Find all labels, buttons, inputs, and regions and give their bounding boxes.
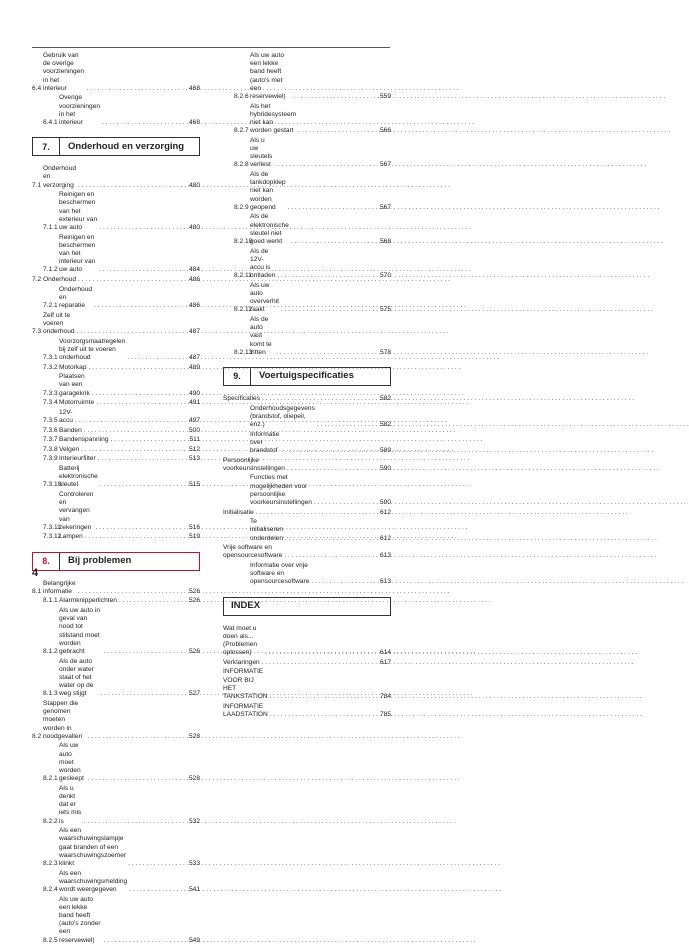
- toc-entry[interactable]: [223, 457, 391, 473]
- entry-title: Als de tankdopklep niet kan worden geopend: [250, 171, 286, 211]
- toc-entry[interactable]: [223, 103, 391, 136]
- toc-entry[interactable]: [32, 896, 200, 945]
- entry-title: Persoonlijke voorkeursinstellingen: [223, 456, 285, 472]
- top-rule: [32, 47, 390, 48]
- dot-leader: [287, 465, 378, 473]
- entry-number: 7.2: [32, 276, 42, 284]
- dot-leader: [89, 364, 187, 372]
- entry-page: 617: [379, 658, 391, 666]
- dot-leader: [98, 455, 187, 463]
- entry-title: Als de elektronische sleutel niet goed werkt: [250, 213, 289, 246]
- dot-leader: [99, 224, 187, 232]
- entry-page: 480: [188, 181, 200, 189]
- toc-entry[interactable]: [32, 827, 200, 868]
- toc-entry[interactable]: [32, 607, 200, 656]
- entry-number: 8.2.9: [234, 203, 249, 211]
- entry-title: Als uw auto een lekke band heeft (auto's zonder een reservewiel): [59, 895, 101, 944]
- toc-entry[interactable]: [32, 870, 200, 895]
- entry-number: 8.2.8: [234, 161, 249, 169]
- entry-title: Controleren en vervangen van zekeringen: [59, 490, 94, 531]
- entry-page: 486: [188, 302, 200, 310]
- entry-number: 7.3.12: [43, 533, 62, 541]
- toc-list-chapter-8: [32, 580, 200, 945]
- dot-leader: [102, 119, 187, 127]
- dot-leader: [104, 937, 187, 945]
- toc-entry[interactable]: [32, 191, 200, 232]
- toc-column-left: [32, 52, 200, 946]
- entry-number: 6.4.1: [43, 119, 58, 127]
- dot-leader: [78, 182, 187, 190]
- entry-title: Onderhoud: [43, 276, 76, 284]
- entry-page: 613: [379, 578, 391, 586]
- entry-title: Voorzorgsmaatregelen bij zelf uit te voeren onderhoud: [59, 337, 126, 362]
- toc-entry[interactable]: [32, 276, 200, 284]
- entry-page: 527: [188, 690, 200, 698]
- entry-number: 8.1: [32, 587, 42, 595]
- entry-title: Banden: [59, 426, 82, 434]
- entry-title: Stappen die genomen moeten worden in noodgevallen: [43, 700, 83, 740]
- toc-entry[interactable]: [223, 316, 391, 357]
- entry-number: 8.2.7: [234, 127, 249, 135]
- dot-leader: [104, 648, 187, 656]
- dot-leader: [78, 588, 187, 596]
- toc-entry[interactable]: [223, 625, 391, 658]
- entry-page: 541: [188, 886, 200, 894]
- entry-title: Overige voorzieningen in het interieur: [59, 94, 101, 127]
- toc-entry[interactable]: [223, 137, 391, 170]
- toc-entry[interactable]: [32, 700, 200, 741]
- entry-page: 590: [379, 499, 391, 507]
- entry-title: Motorkap: [59, 363, 87, 371]
- entry-page: 468: [188, 84, 200, 92]
- toc-entry[interactable]: [32, 338, 200, 363]
- entry-page: 528: [188, 775, 200, 783]
- entry-page: 489: [188, 363, 200, 371]
- entry-page: 513: [188, 455, 200, 463]
- dot-leader: [88, 775, 187, 783]
- entry-page: 528: [188, 732, 200, 740]
- toc-list-top-left: [32, 52, 200, 127]
- entry-number: 7.3.2: [43, 363, 58, 371]
- dot-leader: [298, 127, 378, 135]
- entry-page: 614: [379, 649, 391, 657]
- entry-title: Initialisatie: [223, 508, 254, 516]
- chapter-header-8[interactable]: [32, 552, 200, 571]
- toc-entry[interactable]: [32, 234, 200, 275]
- entry-number: 7.3.5: [43, 417, 58, 425]
- entry-page: 526: [188, 597, 200, 605]
- entry-number: 8.2.1: [43, 775, 58, 783]
- toc-entry[interactable]: [223, 395, 391, 403]
- dot-leader: [129, 886, 187, 894]
- toc-entry[interactable]: [223, 509, 391, 517]
- toc-entry[interactable]: [32, 312, 200, 337]
- toc-entry[interactable]: [32, 455, 200, 463]
- toc-entry[interactable]: [32, 409, 200, 425]
- toc-entry[interactable]: [32, 465, 200, 490]
- entry-number: 8.2: [32, 732, 42, 740]
- entry-title: Velgen: [59, 445, 80, 453]
- toc-entry[interactable]: [32, 286, 200, 311]
- toc-entry[interactable]: [223, 171, 391, 212]
- toc-entry[interactable]: [32, 446, 200, 454]
- toc-entry[interactable]: [223, 544, 391, 560]
- dot-leader: [270, 693, 378, 701]
- entry-page: 497: [188, 417, 200, 425]
- toc-entry[interactable]: [32, 165, 200, 190]
- entry-number: 7.2.1: [43, 302, 58, 310]
- entry-title: Gebruik van de overige voorzieningen in het interieur: [43, 52, 85, 92]
- dot-leader: [94, 302, 187, 310]
- toc-entry[interactable]: [32, 491, 200, 532]
- dot-leader: [111, 436, 188, 444]
- chapter-number: 7.: [33, 138, 60, 155]
- entry-title: Functies met mogelijkheden voor persoonlijke voorkeursinstellingen: [250, 474, 312, 507]
- dot-leader: [274, 161, 378, 169]
- entry-title: Reinigen en beschermen van het interieur van uw auto: [59, 233, 96, 274]
- toc-list-chapter-7: [32, 165, 200, 541]
- dot-leader: [128, 860, 187, 868]
- entry-page: 484: [188, 266, 200, 274]
- toc-entry[interactable]: [223, 518, 391, 543]
- entry-title: Interieurfilter: [59, 455, 96, 463]
- dot-leader: [293, 93, 378, 101]
- entry-number: 8.2.3: [43, 860, 58, 868]
- entry-page: 582: [379, 421, 391, 429]
- entry-page: 612: [379, 534, 391, 542]
- entry-page: 612: [379, 508, 391, 516]
- entry-title: Belangrijke informatie: [43, 579, 76, 595]
- entry-page: 582: [379, 395, 391, 403]
- entry-title: Bandenspanning: [59, 436, 109, 444]
- dot-leader: [88, 733, 187, 741]
- entry-title: Als uw auto oververhit raakt: [250, 281, 279, 314]
- entry-page: 500: [188, 426, 200, 434]
- toc-entry[interactable]: [32, 742, 200, 783]
- chapter-title: Bij problemen: [68, 554, 132, 566]
- dot-leader: [270, 711, 378, 719]
- entry-number: 7.1.1: [43, 224, 58, 232]
- toc-entry[interactable]: [223, 562, 391, 587]
- toc-entry[interactable]: [223, 668, 391, 701]
- entry-number: 8.1.3: [43, 690, 58, 698]
- dot-leader: [78, 276, 187, 284]
- entry-number: 6.4: [32, 84, 42, 92]
- dot-leader: [85, 533, 187, 541]
- entry-number: 7.3: [32, 328, 42, 336]
- entry-page: 519: [188, 533, 200, 541]
- entry-page: 613: [379, 552, 391, 560]
- toc-entry[interactable]: [32, 436, 200, 444]
- chapter-title: Onderhoud en verzorging: [68, 140, 185, 152]
- entry-page: 575: [379, 306, 391, 314]
- toc-entry[interactable]: [32, 597, 200, 605]
- entry-title: Als de auto vast komt te zitten: [250, 316, 272, 356]
- toc-entry[interactable]: [223, 703, 391, 719]
- entry-number: 8.2.5: [43, 936, 58, 944]
- entry-title: Onderhoudsgegevens (brandstof, oliepeil, enz.): [250, 404, 315, 429]
- entry-page: 570: [379, 272, 391, 280]
- dot-leader: [96, 399, 187, 407]
- entry-page: 486: [188, 276, 200, 284]
- entry-page: 549: [188, 936, 200, 944]
- toc-entry[interactable]: [223, 431, 391, 456]
- dot-leader: [314, 499, 378, 507]
- entry-number: 8.1.2: [43, 648, 58, 655]
- dot-leader: [84, 818, 187, 826]
- dot-leader: [87, 85, 187, 93]
- chapter-number: 9.: [224, 368, 251, 385]
- dot-leader: [84, 427, 187, 435]
- toc-list-index: [223, 625, 391, 719]
- entry-page: 487: [188, 354, 200, 362]
- entry-title: Als uw auto moet worden gesleept: [59, 742, 84, 783]
- entry-page: 511: [189, 436, 200, 444]
- entry-title: Als u uw sleutels verliest: [250, 136, 273, 169]
- dot-leader: [119, 597, 187, 605]
- toc-entry[interactable]: [32, 373, 200, 398]
- entry-page: 468: [188, 119, 200, 127]
- dot-leader: [262, 395, 378, 403]
- entry-number: 8.2.11: [234, 272, 252, 280]
- entry-page: 566: [379, 127, 391, 135]
- toc-entry[interactable]: [32, 580, 200, 596]
- entry-page: 526: [188, 587, 200, 595]
- entry-page: 567: [379, 203, 391, 211]
- entry-page: 785: [379, 710, 391, 718]
- entry-title: Wat moet u doen als... (Problemen oplossen): [223, 624, 258, 657]
- entry-number: 7.3.6: [43, 426, 58, 434]
- entry-title: Als de auto onder water staat of het water op de weg stijgt: [59, 657, 94, 698]
- page-number: 4: [32, 567, 39, 579]
- toc-column-right: [223, 52, 391, 720]
- toc-entry[interactable]: [32, 785, 200, 826]
- entry-title: Reinigen en beschermen van het exterieur van uw auto: [59, 191, 98, 232]
- toc-entry[interactable]: [32, 427, 200, 435]
- chapter-title: Voertuigspecificaties: [259, 370, 354, 382]
- toc-entry[interactable]: [32, 658, 200, 699]
- entry-number: 8.2.4: [43, 886, 58, 894]
- entry-number: 8.2.12: [234, 306, 253, 314]
- dot-leader: [265, 649, 378, 657]
- entry-page: 487: [188, 328, 200, 336]
- entry-page: 559: [379, 93, 391, 101]
- dot-leader: [100, 690, 187, 698]
- entry-title: INFORMATIE VOOR BIJ HET TANKSTATION: [223, 668, 268, 701]
- entry-page: 526: [188, 648, 200, 655]
- dot-leader: [77, 328, 187, 336]
- entry-page: 515: [188, 481, 200, 489]
- toc-entry[interactable]: [223, 213, 391, 246]
- entry-page: 490: [188, 389, 200, 397]
- entry-page: 491: [188, 399, 200, 407]
- entry-number: 7.3.8: [43, 445, 58, 453]
- dot-leader: [276, 349, 378, 357]
- entry-number: 7.3.10: [43, 481, 62, 489]
- toc-entry[interactable]: [32, 533, 200, 541]
- index-title: INDEX: [231, 600, 261, 612]
- entry-number: 7.1.2: [43, 266, 58, 274]
- entry-page: 578: [379, 348, 391, 356]
- entry-number: 7.1: [32, 181, 42, 189]
- entry-title: Plaatsen van een garagekrik: [59, 373, 90, 397]
- entry-number: 8.2.10: [234, 238, 253, 246]
- entry-page: 533: [188, 860, 200, 868]
- entry-title: Vrije software en opensourcesoftware: [223, 544, 283, 560]
- toc-entry[interactable]: [223, 405, 391, 430]
- entry-title: Als u denkt dat er iets mis is: [59, 784, 82, 825]
- entry-number: 8.1.1: [43, 597, 58, 605]
- entry-number: 7.3.7: [43, 436, 58, 444]
- entry-title: Als uw auto in geval van nood tot stilstand moet worden gebracht: [59, 606, 101, 655]
- entry-number: 7.3.3: [43, 389, 58, 397]
- entry-page: 567: [379, 161, 391, 169]
- entry-number: 7.3.9: [43, 455, 58, 463]
- entry-page: 480: [188, 224, 200, 232]
- dot-leader: [100, 481, 187, 489]
- dot-leader: [92, 390, 187, 398]
- entry-page: 784: [379, 693, 391, 701]
- dot-leader: [256, 509, 378, 517]
- entry-title: Lampen: [59, 533, 83, 541]
- entry-title: Te initialiseren onderdelen: [250, 518, 283, 542]
- dot-leader: [127, 354, 187, 362]
- dot-leader: [81, 446, 187, 454]
- entry-title: Als een waarschuwingslampje gaat branden of een waarschuwingszoemer klinkt: [59, 827, 127, 868]
- entry-title: Specificaties: [223, 395, 261, 403]
- toc-entry[interactable]: [223, 659, 391, 667]
- dot-leader: [281, 306, 378, 314]
- toc-entry[interactable]: [223, 282, 391, 315]
- toc-entry[interactable]: [32, 94, 200, 127]
- entry-number: 8.2.2: [43, 817, 58, 825]
- entry-title: Als uw auto een lekke band heeft (auto's met een reservewiel): [250, 52, 286, 101]
- entry-number: 7.3.4: [43, 399, 58, 407]
- dot-leader: [277, 272, 378, 280]
- toc-entry[interactable]: [223, 474, 391, 507]
- dot-leader: [99, 266, 187, 274]
- entry-page: 589: [379, 447, 391, 455]
- dot-leader: [281, 447, 378, 455]
- toc-list-chapter-9: [223, 395, 391, 587]
- entry-title: INFORMATIE LAADSTATION: [223, 702, 268, 718]
- entry-title: Alarmknipperlichten: [59, 597, 117, 605]
- entry-title: Batterij elektronische sleutel: [59, 464, 98, 489]
- entry-number: 8.2.6: [234, 93, 249, 101]
- entry-title: Motorruimte: [59, 399, 95, 407]
- dot-leader: [284, 552, 378, 560]
- entry-number: 7.3.1: [43, 354, 58, 362]
- dot-leader: [285, 535, 378, 543]
- entry-title: Als een waarschuwingsmelding wordt weergegeven: [59, 869, 128, 894]
- toc-list-top-right: [223, 52, 391, 357]
- chapter-header-9[interactable]: [223, 367, 391, 386]
- dot-leader: [311, 578, 378, 586]
- toc-entry[interactable]: [223, 248, 391, 281]
- entry-page: 568: [379, 238, 391, 246]
- entry-title: Onderhoud en verzorging: [43, 165, 76, 189]
- entry-title: 12V-accu: [59, 408, 73, 425]
- dot-leader: [95, 524, 187, 532]
- chapter-number: 8.: [33, 553, 60, 570]
- entry-title: Informatie over vrije software en opensourcesoftware: [250, 562, 310, 586]
- dot-leader: [317, 421, 378, 429]
- entry-title: Informatie over brandstof: [250, 430, 280, 455]
- toc-entry[interactable]: [223, 52, 391, 101]
- toc-entry[interactable]: [32, 399, 200, 407]
- dot-leader: [291, 238, 378, 246]
- entry-page: 532: [188, 817, 200, 825]
- entry-page: 590: [379, 464, 391, 472]
- dot-leader: [75, 417, 187, 425]
- entry-number: 7.3.11: [43, 523, 61, 531]
- entry-title: Als het hybridesysteem niet kan worden gestart: [250, 102, 297, 135]
- index-header[interactable]: [223, 597, 391, 616]
- entry-title: Zelf uit te voeren onderhoud: [43, 311, 75, 336]
- toc-entry[interactable]: [32, 52, 200, 93]
- entry-title: Onderhoud en reparatie: [59, 285, 92, 310]
- entry-page: 516: [188, 523, 200, 531]
- dot-leader: [262, 659, 378, 667]
- toc-entry[interactable]: [32, 364, 200, 372]
- chapter-header-7[interactable]: [32, 137, 200, 156]
- entry-number: 8.2.13: [234, 348, 253, 356]
- dot-leader: [288, 204, 378, 212]
- entry-title: Als de 12V-accu is ontladen: [250, 247, 276, 280]
- entry-title: Verklaringen: [223, 658, 260, 666]
- entry-page: 512: [188, 445, 200, 453]
